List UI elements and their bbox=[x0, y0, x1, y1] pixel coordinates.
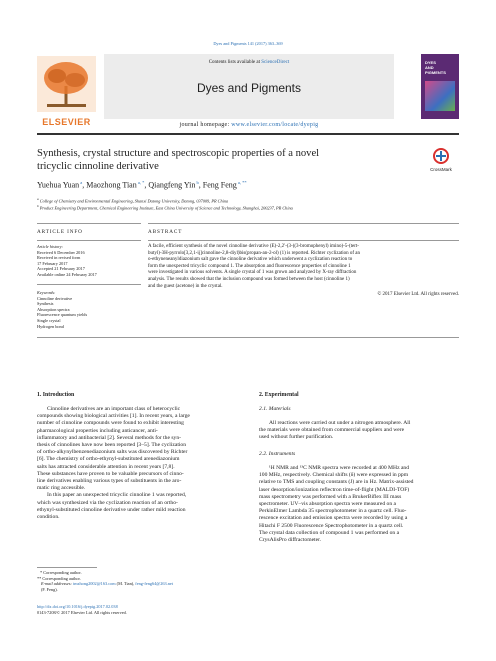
author[interactable]: , Feng Feng bbox=[198, 180, 237, 190]
instruments-line: The crystal data collection of compound 1 was performed on a bbox=[259, 529, 400, 536]
author[interactable]: , Maozhong Tian bbox=[82, 180, 137, 190]
author-affil-marker[interactable]: a, ** bbox=[236, 180, 247, 185]
intro-line: [6]. The chemistry of ortho-ethynyl-substituted arenediazonium bbox=[37, 456, 180, 463]
header-rule bbox=[37, 133, 459, 135]
keyword: Single crystal bbox=[37, 317, 61, 323]
materials-line: the materials were obtained from commercial suppliers and were bbox=[259, 427, 405, 434]
affiliations bbox=[37, 197, 457, 211]
abstract-line: analysis. The results showed that the inclusion compound was formed between the host (cinnoline 1) bbox=[148, 276, 350, 282]
intro-line: matic ring accessible. bbox=[37, 485, 86, 492]
crossmark-badge[interactable] bbox=[421, 148, 461, 172]
journal-header-box bbox=[104, 54, 394, 119]
materials-line: used without further purification. bbox=[259, 434, 334, 441]
cover-image bbox=[425, 81, 455, 111]
affiliation-a: $^a$ College of Chemistry and Environmental Engineering, Shanxi Datong University, Datong, 037009, PR China bbox=[37, 197, 229, 204]
elsevier-logo bbox=[37, 56, 96, 127]
info-rule-keywords bbox=[37, 284, 141, 285]
homepage-link[interactable]: www.elsevier.com/locate/dyepig bbox=[231, 122, 319, 128]
crossmark-icon bbox=[433, 148, 449, 164]
history-item: Available online 24 February 2017 bbox=[37, 271, 97, 277]
instruments-line: relative to TMS and coupling constants (J) are in Hz. Matrix-assisted bbox=[259, 479, 414, 486]
abstract-line: form the unexpected tricyclic compound 1. The absorption and fluorescence properties of cinnoline 1 bbox=[148, 263, 351, 269]
intro-line: salts has attracted considerable attention in recent years [7,8]. bbox=[37, 463, 175, 470]
abstract-line: butyl)-3H-pyrrolo[3,2,1-ij]cinnoline-2,8-diyl)bis(propan-an-2-ol) (1) is reported. Richter cyclization of an bbox=[148, 250, 361, 256]
info-rule-top bbox=[37, 223, 141, 224]
instruments-line: rescence excitation and emission spectra were recorded by using a bbox=[259, 515, 408, 522]
author[interactable]: , Qiangfeng Yin bbox=[144, 180, 196, 190]
intro-line: Cinnoline derivatives are an important class of heterocyclic bbox=[47, 406, 181, 412]
keyword: Hydrogen bond bbox=[37, 323, 64, 329]
intro-body bbox=[37, 406, 243, 521]
email-link[interactable]: feng-feng64@263.net bbox=[135, 581, 174, 587]
corresponding-author-1: * Corresponding author. bbox=[40, 570, 82, 575]
intro-line: condition. bbox=[37, 514, 60, 521]
citation[interactable]: Dyes and Pigments 141 (2017) 363–369 bbox=[213, 41, 283, 46]
instruments-line: mass spectrometry was performed with a BrukerBiflex III mass bbox=[259, 493, 402, 500]
intro-line: compounds showing biological activities [1]. In recent years, a large bbox=[37, 413, 190, 420]
affiliation-b: $^b$ Product Engineering Department, Chemical Engineering Institute, East China University of Science and Technology, Shanghai, 200237, PR China bbox=[37, 204, 293, 211]
sciencedirect-link[interactable]: ScienceDirect bbox=[261, 60, 290, 65]
cover-title: DYES AND PIGMENTS bbox=[425, 60, 446, 75]
abstract-rule-bottom bbox=[37, 337, 459, 338]
info-rule-mid bbox=[37, 240, 141, 241]
abstract-line: A facile, efficient synthesis of the novel cinnoline derivative (E)-2,2′-(3-((3-bromophenyl) imino)-5-(tert- bbox=[148, 244, 359, 249]
abstract-rule-mid bbox=[148, 240, 459, 241]
crossmark-label: CrossMark bbox=[430, 167, 452, 172]
history-item: Received in revised form bbox=[37, 255, 81, 261]
author-affil-marker[interactable]: b bbox=[195, 180, 199, 185]
corresponding-author-2: ** Corresponding author. bbox=[37, 575, 81, 581]
intro-line: ethynyl-substituted cinnoline derivative under rather mild reaction bbox=[37, 506, 186, 513]
doi-block bbox=[37, 604, 287, 615]
keywords bbox=[37, 290, 141, 329]
issn-line: 0143-7208/© 2017 Elsevier Ltd. All rights reserved. bbox=[37, 609, 127, 615]
homepage-line: journal homepage: www.elsevier.com/locate/dyepig bbox=[179, 122, 319, 128]
article-title: Synthesis, crystal structure and spectroscopic properties of a novel tricyclic cinnoline derivative bbox=[37, 148, 320, 172]
authors bbox=[37, 180, 437, 190]
email-line: E-mail addresses: tmzhong2002@163.com (M. Tian), feng-feng64@263.net bbox=[41, 581, 174, 587]
abstract-line: and the guest (acetone) in the crystal. bbox=[148, 283, 223, 289]
instruments-line: Hitachi F 2500 Fluorescence Spectrophotometer in a quartz cell. bbox=[259, 522, 404, 529]
history-label: Article history: bbox=[37, 244, 64, 249]
doi-link[interactable]: http://dx.doi.org/10.1016/j.dyepig.2017.02.038 bbox=[37, 604, 118, 609]
intro-line: of ortho-alkynylbenzenediazonium salts was discovered by Richter bbox=[37, 449, 188, 456]
intro-line: inflammatory and antibacterial [2]. Several methods for the syn- bbox=[37, 434, 181, 441]
instruments-line: laser desorption/ionization reflectron time-of-flight (MALDI-TOF) bbox=[259, 486, 410, 493]
footnotes: * Corresponding author. ** Corresponding author. E-mail addresses: tmzhong2002@163.com (M. Tian), feng-feng64@263.net (F. Feng). bbox=[37, 570, 243, 592]
contents-line: Contents lists available at ScienceDirect bbox=[208, 60, 290, 65]
history-item: Accepted 21 February 2017 bbox=[37, 266, 85, 272]
author-affil-marker[interactable]: a bbox=[79, 180, 83, 185]
abstract-heading: ABSTRACT bbox=[148, 229, 183, 235]
abstract-rule-top bbox=[148, 223, 459, 224]
elsevier-tree-icon bbox=[37, 56, 96, 112]
intro-line: number of cinnoline compounds were found to exhibit interesting bbox=[37, 420, 184, 427]
keyword: Cinnoline derivative bbox=[37, 295, 73, 301]
instruments-line: 100 MHz, respectively. Chemical shifts (δ) were expressed in ppm bbox=[259, 472, 409, 479]
materials-line: All reactions were carried out under a nitrogen atmosphere. All bbox=[269, 420, 411, 426]
instruments-heading: 2.2. Instruments bbox=[259, 451, 296, 457]
author-affil-marker[interactable]: a, * bbox=[136, 180, 145, 185]
abstract-body bbox=[148, 244, 459, 299]
instruments-line: CrysAlisPro diffractometer. bbox=[259, 537, 322, 544]
keyword: Fluorescence quantum yields bbox=[37, 312, 88, 318]
materials-heading: 2.1. Materials bbox=[259, 406, 291, 412]
footnote-rule bbox=[37, 567, 97, 568]
history-item: 17 February 2017 bbox=[37, 260, 68, 266]
intro-heading: 1. Introduction bbox=[37, 392, 75, 398]
keywords-label: Keywords: bbox=[37, 290, 56, 295]
article-info-heading: ARTICLE INFO bbox=[37, 229, 83, 235]
journal-cover bbox=[421, 54, 459, 119]
email-link[interactable]: tmzhong2002@163.com bbox=[73, 581, 116, 587]
instruments-line: ¹H NMR and ¹³C NMR spectra were recorded at 400 MHz and bbox=[269, 465, 410, 471]
intro-line: line derivatives enabling various types of substituents in the aro- bbox=[37, 478, 182, 485]
intro-line: These substances have proven to be valuable precursors of cinno- bbox=[37, 470, 184, 477]
article-history bbox=[37, 244, 141, 278]
keyword: Absorption spectra bbox=[37, 306, 70, 312]
author[interactable]: Yuehua Yuan bbox=[37, 180, 80, 190]
instruments-line: PerkinElmer Lambda 35 spectrophotometer in a quartz cell. Fluo- bbox=[259, 508, 407, 515]
journal-title: Dyes and Pigments bbox=[196, 80, 302, 95]
abstract-line: o-ethyneneanyldiazonium salt gave the cinnoline derivative which underwent a cyclization reaction to bbox=[148, 257, 353, 263]
abstract-line: were investigated in various solvents. A single crystal of 1 was grown and analyzed by X-ray diffraction bbox=[148, 270, 357, 276]
intro-line: pharmacological properties including anticancer, anti- bbox=[37, 427, 158, 434]
materials-body bbox=[259, 420, 459, 442]
instruments-line: spectrometer. UV–vis absorption spectra were measured on a bbox=[259, 501, 397, 508]
history-item: Received 6 December 2016 bbox=[37, 249, 85, 255]
keyword: Synthesis bbox=[37, 301, 54, 307]
publisher-name: ELSEVIER bbox=[42, 117, 91, 127]
experimental-heading: 2. Experimental bbox=[259, 392, 299, 398]
abstract-copyright: © 2017 Elsevier Ltd. All rights reserved. bbox=[377, 292, 459, 298]
intro-line: In this paper an unexpected tricyclic cinnoline 1 was reported, bbox=[47, 492, 187, 499]
intro-line: which was synthesized via the cyclization reaction of an ortho- bbox=[37, 499, 178, 506]
instruments-body bbox=[259, 465, 459, 544]
intro-line: thesis of cinnolines have now been reported [3–5]. The cyclization bbox=[37, 442, 187, 449]
